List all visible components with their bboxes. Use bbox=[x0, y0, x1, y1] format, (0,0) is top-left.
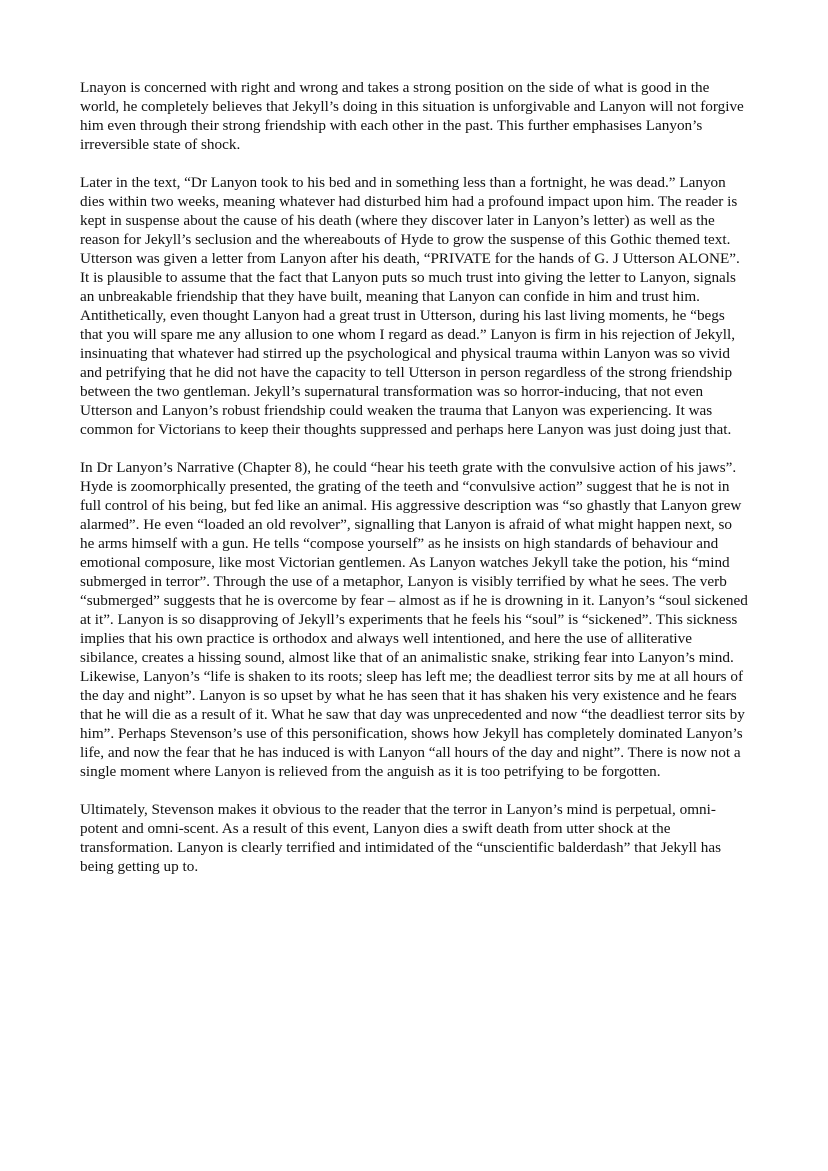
paragraph-lanyon-death-and-letter: Later in the text, “Dr Lanyon took to his bed and in something less than a fortnight, he was dead.” Lanyon dies within two weeks, meaning whatever had disturbed him had a profound impact upon him. The reader is kept in suspense about the cause of his death (where they discover later in Lanyon’s letter) as well as the reason for Jekyll’s seclusion and the whereabouts of Hyde to grow the suspense of this Gothic themed text. Utterson was given a letter from Lanyon after his death, “PRIVATE for the hands of G. J Utterson ALONE”. It is plausible to assume that the fact that Lanyon puts so much trust into giving the letter to Lanyon, signals an unbreakable friendship that they have built, meaning that Lanyon can confide in him and trust him. Antithetically, even thought Lanyon had a great trust in Utterson, during his last living moments, he “begs that you will spare me any allusion to one whom I regard as dead.” Lanyon is firm in his rejection of Jekyll, insinuating that whatever had stirred up the psychological and physical trauma within Lanyon was so vivid and petrifying that he did not have the capacity to tell Utterson in person regardless of the strong friendship between the two gentleman. Jekyll’s supernatural transformation was so horror-inducing, that not even Utterson and Lanyon’s robust friendship could weaken the trauma that Lanyon was experiencing. It was common for Victorians to keep their thoughts suppressed and perhaps here Lanyon was just doing just that. bbox=[80, 174, 740, 438]
paragraph-lanyon-narrative-analysis: In Dr Lanyon’s Narrative (Chapter 8), he could “hear his teeth grate with the convulsive action of his jaws”. Hyde is zoomorphically presented, the grating of the teeth and “convulsive action” suggest that he is not in full control of his being, but fed like an animal. His aggressive description was “so ghastly that Lanyon grew alarmed”. He even “loaded an old revolver”, signalling that Lanyon is afraid of what might happen next, so he arms himself with a gun. He tells “compose yourself” as he insists on high standards of behaviour and emotional composure, like most Victorian gentlemen. As Lanyon watches Jekyll take the potion, his “mind submerged in terror”. Through the use of a metaphor, Lanyon is visibly terrified by what he sees. The verb “submerged” suggests that he is overcome by fear – almost as if he is drowning in it. Lanyon’s “soul sickened at it”. Lanyon is so disapproving of Jekyll’s experiments that he feels his “soul” is “sickened”. This sickness implies that his own practice is orthodox and always well intentioned, and here the use of alliterative sibilance, creates a hissing sound, almost like that of an animalistic snake, striking fear into Lanyon’s mind. Likewise, Lanyon’s “life is shaken to its roots; sleep has left me; the deadliest terror sits by me at all hours of the day and night”. Lanyon is so upset by what he has seen that it has shaken his very existence and he fears that he will die as a result of it. What he saw that day was unprecedented and now “the deadliest terror sits by him”. Perhaps Stevenson’s use of this personification, shows how Jekyll has completely dominated Lanyon’s life, and now the fear that he has induced is with Lanyon “all hours of the day and night”. There is now not a single moment where Lanyon is relieved from the anguish as it is too petrifying to be forgotten. bbox=[80, 459, 748, 780]
paragraph-lanyon-moral-position: Lnayon is concerned with right and wrong and takes a strong position on the side of what is good in the world, he completely believes that Jekyll’s doing in this situation is unforgivable and Lanyon will not forgive him even through their strong friendship with each other in the past. This further emphasises Lanyon’s irreversible state of shock. bbox=[80, 79, 744, 153]
paragraph-conclusion: Ultimately, Stevenson makes it obvious to the reader that the terror in Lanyon’s mind is perpetual, omni-potent and omni-scent. As a result of this event, Lanyon dies a swift death from utter shock at the transformation. Lanyon is clearly terrified and intimidated of the “unscientific balderdash” that Jekyll has being getting up to. bbox=[80, 801, 722, 875]
document-page bbox=[80, 78, 750, 895]
